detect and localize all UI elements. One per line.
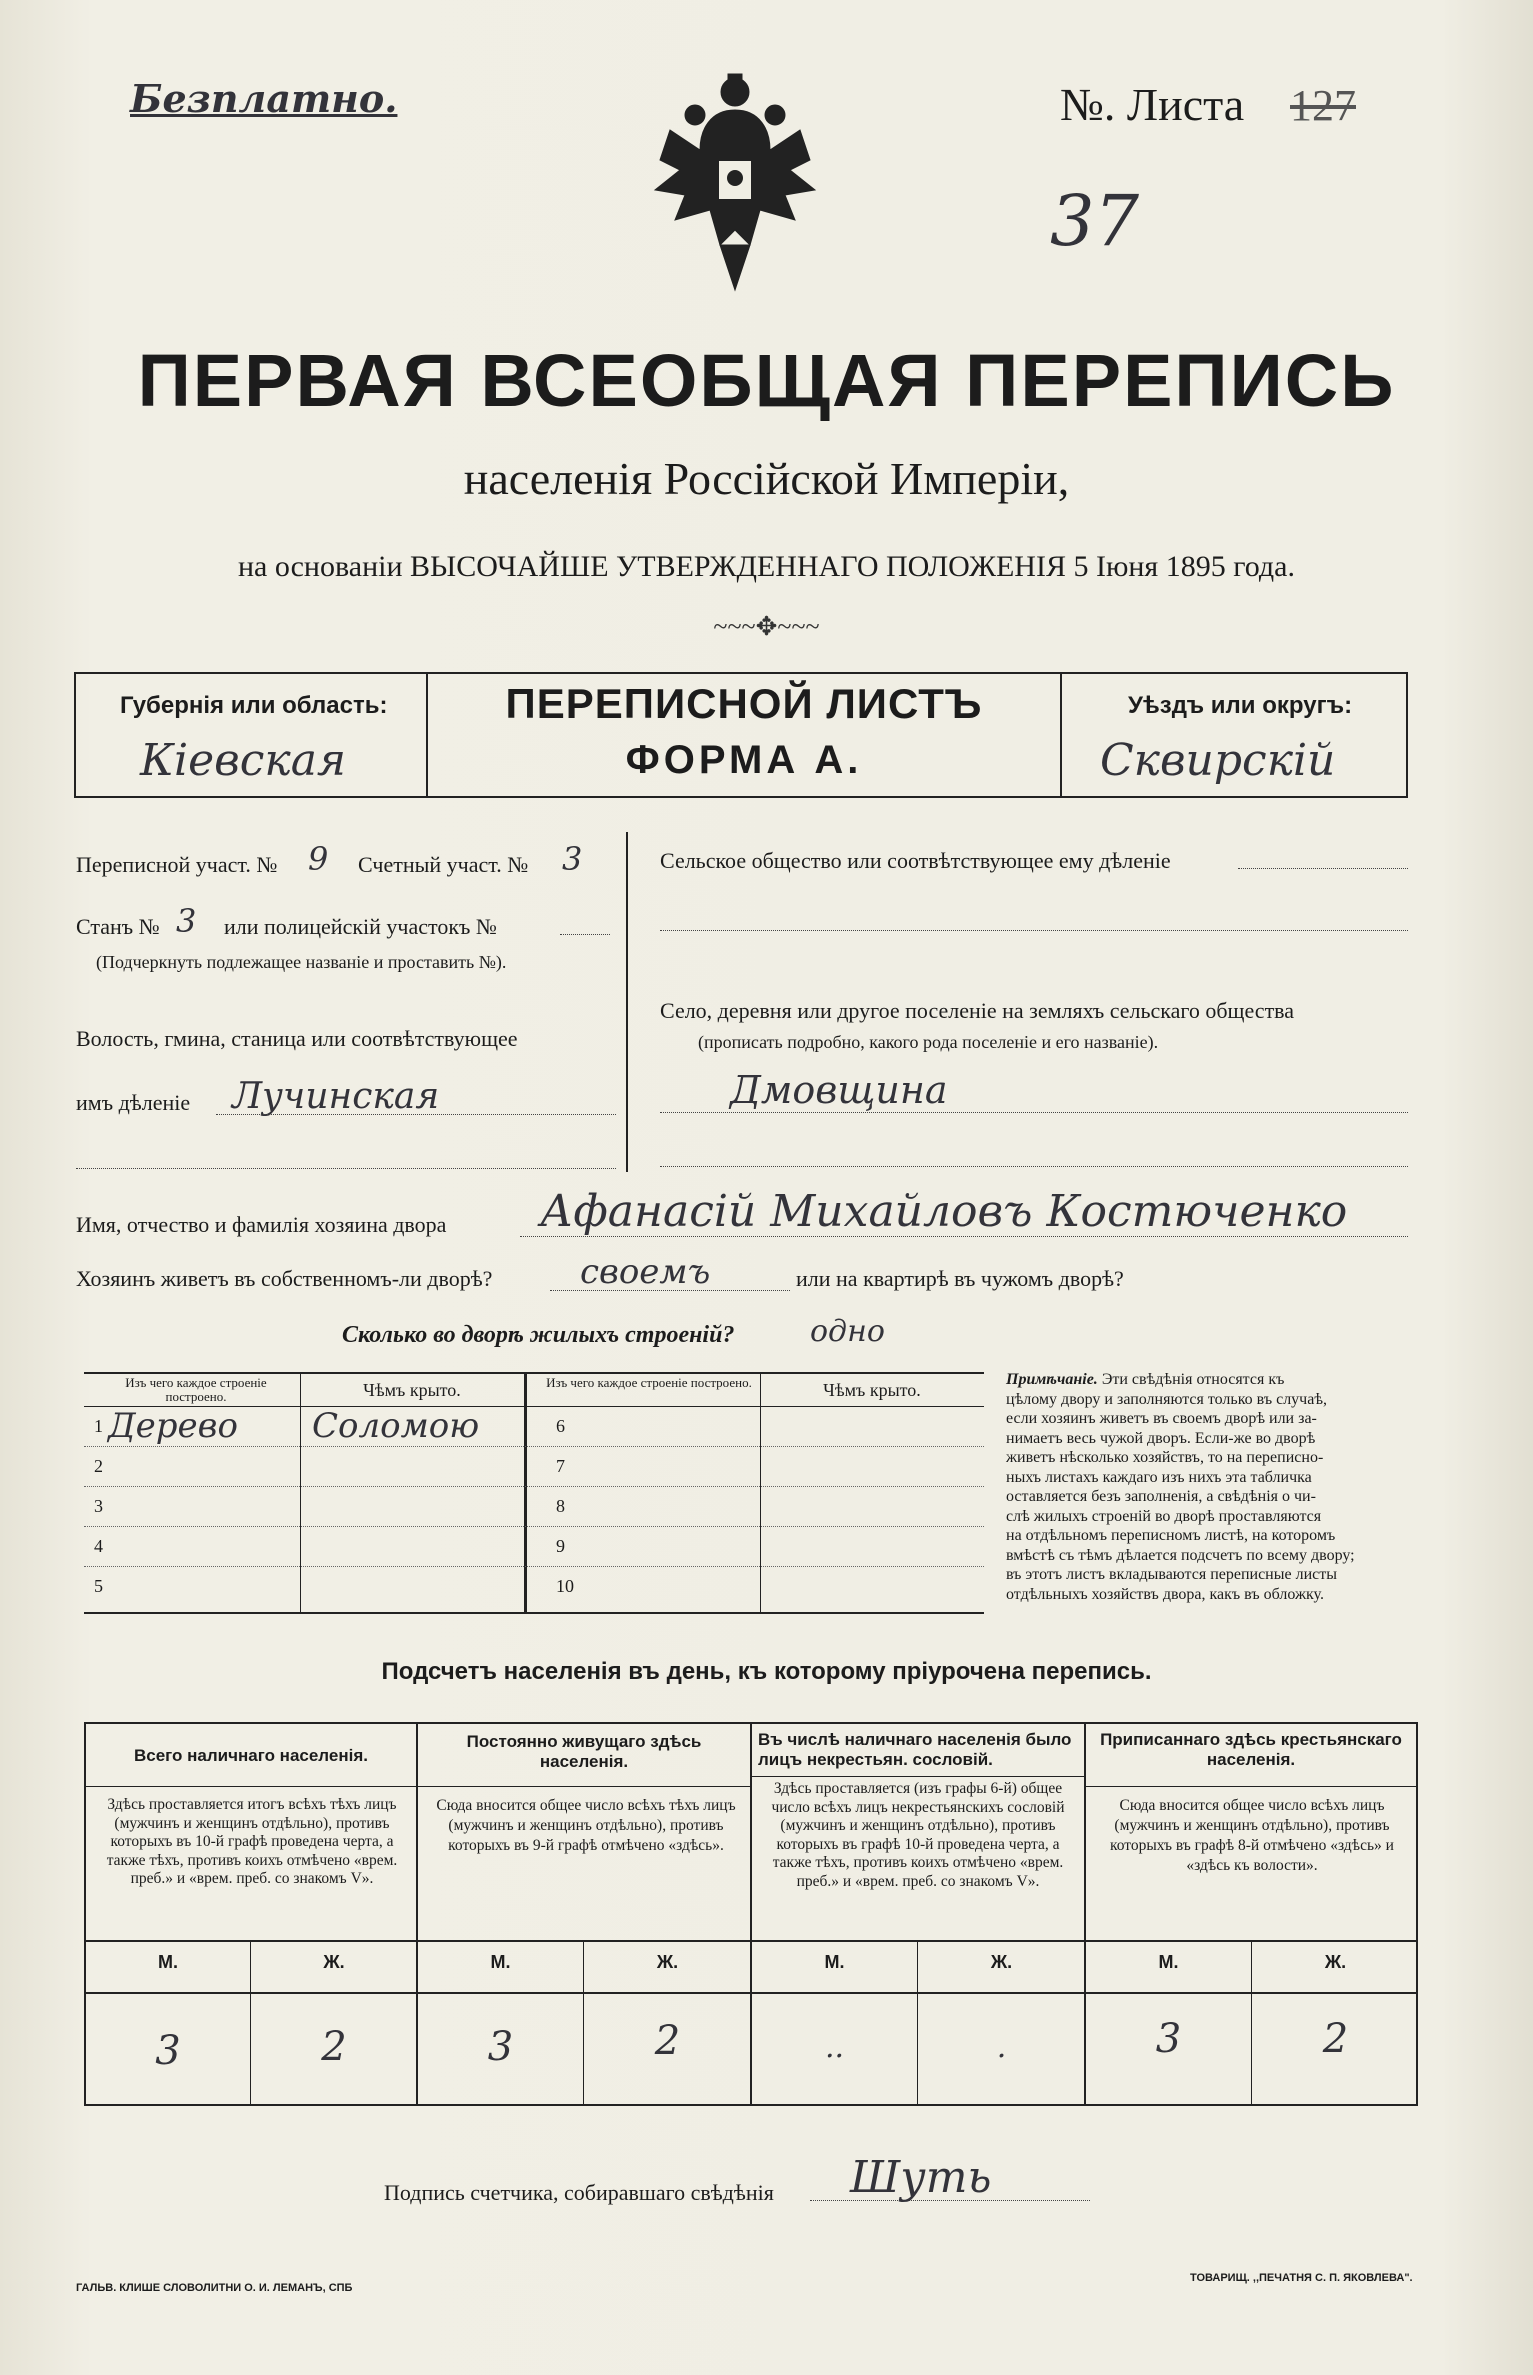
village-value-line: [660, 1112, 1408, 1113]
division-label: имъ дѣленіе: [76, 1090, 191, 1115]
sheet-number-struck: 127: [1290, 81, 1356, 130]
ornament-divider: ~~~✥~~~: [713, 612, 820, 641]
note-label: Примѣчаніе.: [1006, 1371, 1098, 1388]
note-line: цѣлому двору и заполняются только въ случаѣ,: [1006, 1390, 1328, 1408]
sheet-number-label: №. Листа: [1060, 79, 1245, 130]
village-note: (прописать подробно, какого рода поселеніе и его названіе).: [698, 1032, 1159, 1052]
note-line: нимаетъ весь чужой дворъ. Если-же во дворѣ: [1006, 1429, 1316, 1447]
building-row-material: Дерево: [108, 1406, 238, 1446]
pop-m-label: М.: [1158, 1952, 1179, 1972]
province-value: Кіевская: [140, 735, 347, 786]
decree-basis: на основаніи ВЫСОЧАЙШЕ УТВЕРЖДЕННАГО ПОЛОЖЕНІЯ 5 Іюня 1895 года.: [238, 550, 1295, 583]
buildings-col-material-left: Изъ чего каждое строеніе построено.: [125, 1375, 267, 1404]
building-row-num: 4: [94, 1536, 103, 1556]
count-area-value: 3: [562, 840, 583, 878]
underline-note: (Подчеркнуть подлежащее названіе и проставить №).: [96, 952, 507, 972]
owner-lives-line: [550, 1290, 790, 1291]
society-extra-line: [660, 930, 1408, 931]
pop-f-value: 2: [654, 2018, 681, 2064]
buildings-table-top: [84, 1372, 984, 1374]
volost-label: Волость, гмина, станица или соотвѣтствующее: [76, 1026, 518, 1051]
owner-name-label: Имя, отчество и фамилія хозяина двора: [76, 1212, 447, 1237]
note-line: ныхъ листахъ каждаго изъ нихъ эта табличка: [1006, 1468, 1312, 1486]
society-label: Сельское общество или соотвѣтствующее ему дѣленіе: [660, 848, 1171, 873]
buildings-col-material-right: Изъ чего каждое строеніе построено.: [546, 1375, 752, 1390]
pop-group-title-line: [750, 1776, 1084, 1777]
free-label: Безплатно.: [130, 76, 398, 121]
pop-mf-split: [917, 1940, 918, 2106]
building-row-num: 2: [94, 1456, 103, 1476]
census-area-label: Переписной участ. №: [76, 852, 278, 877]
pop-group-desc: Сюда вносится общее число всѣхъ лицъ (мужчинъ и женщинъ отдѣльно), противъ которыхъ въ графѣ 8-й отмѣчено «здѣсь» и «здѣсь къ волости».: [1110, 1797, 1394, 1874]
pop-group-desc: Здѣсь проставляется (изъ графы 6-й) общее число всѣхъ лицъ некрестьянскихъ сословій (мужчинъ и женщинъ отдѣльно), противъ которыхъ въ графѣ 10-й проведена черта, а также тѣхъ, противъ коихъ отмѣчено «врем. преб.» и «врем. преб. со знакомъ V».: [771, 1780, 1065, 1890]
division-value: Лучинская: [232, 1076, 440, 1117]
pop-group-title: Постоянно живущаго здѣсь населенія.: [466, 1732, 702, 1771]
pop-mf-line: [84, 1940, 1418, 1942]
pop-f-value: .: [996, 2030, 1007, 2065]
village-value: Дмовщина: [730, 1068, 948, 1112]
pop-group-desc: Здѣсь проставляется итогъ всѣхъ тѣхъ лицъ (мужчинъ и женщинъ отдѣльно), противъ которыхъ въ 10-й графѣ проведена черта, а также тѣхъ, противъ коихъ отмѣчено «врем. преб.» и «врем. преб. со знакомъ V».: [106, 1796, 398, 1887]
population-heading: Подсчетъ населенія въ день, къ которому пріурочена перепись.: [381, 1658, 1152, 1685]
note-line: на отдѣльномъ переписномъ листѣ, на которомъ: [1006, 1527, 1336, 1544]
buildings-col-roof-left: Чѣмъ крыто.: [363, 1380, 461, 1400]
note-line: живетъ нѣсколько хозяйствъ, то на переписно-: [1006, 1449, 1324, 1466]
pop-group-title-line: [416, 1786, 750, 1787]
pop-group-title-line: [1084, 1786, 1418, 1787]
pop-m-value: 3: [155, 2028, 181, 2074]
imperial-eagle-emblem: [640, 70, 830, 300]
main-title: ПЕРВАЯ ВСЕОБЩАЯ ПЕРЕПИСЬ: [137, 339, 1396, 422]
sheet-number-handwritten: 37: [1050, 180, 1140, 262]
pop-group-title-line: [84, 1786, 416, 1787]
province-label: Губернія или область:: [120, 692, 388, 719]
buildings-col-roof-right: Чѣмъ крыто.: [823, 1380, 921, 1400]
pop-f-label: Ж.: [990, 1952, 1013, 1972]
pop-mf-split: [250, 1940, 251, 2106]
buildings-row-line: [84, 1526, 984, 1527]
building-row-num: 6: [556, 1416, 565, 1436]
pop-mf-split: [1251, 1940, 1252, 2106]
pop-f-label: Ж.: [1324, 1952, 1347, 1972]
buildings-value: одно: [810, 1314, 885, 1349]
society-value-line: [1238, 868, 1408, 869]
building-row-num: 7: [556, 1456, 565, 1476]
pop-m-label: М.: [490, 1952, 511, 1972]
pop-f-value: 2: [1322, 2016, 1349, 2062]
building-row-num: 5: [94, 1576, 103, 1596]
pop-f-label: Ж.: [656, 1952, 679, 1972]
pop-m-label: М.: [158, 1952, 178, 1972]
division-extra-line: [76, 1168, 616, 1169]
building-row-num: 10: [556, 1576, 574, 1596]
pop-m-value: 3: [487, 2024, 514, 2070]
note-line: если хозяинъ живетъ въ своемъ дворѣ или за-: [1006, 1410, 1317, 1427]
owner-name-line: [520, 1236, 1408, 1237]
form-letter: ФОРМА А.: [625, 738, 863, 782]
census-area-value: 9: [308, 840, 329, 878]
district-label: Уѣздъ или округъ:: [1128, 692, 1353, 719]
pop-group-title: Въ числѣ наличнаго населенія было лицъ некрестьян. сословій.: [758, 1730, 1072, 1769]
note-line: въ этотъ листъ вкладываются переписные листы: [1006, 1566, 1337, 1583]
form-title: ПЕРЕПИСНОЙ ЛИСТЪ: [505, 680, 983, 727]
building-row-num: 3: [94, 1496, 103, 1516]
note-line: оставляется безъ заполненія, а свѣдѣнія о чи-: [1006, 1488, 1316, 1505]
sub-title: населенія Россійской Имперіи,: [463, 453, 1070, 504]
building-row-num: 1: [94, 1416, 103, 1436]
buildings-table-bottom: [84, 1612, 984, 1614]
division-value-line: [216, 1114, 616, 1115]
buildings-row-line: [84, 1446, 984, 1447]
owner-lives-value: своемъ: [580, 1252, 711, 1292]
pop-values-line: [84, 1992, 1418, 1994]
footer-right: ТОВАРИЩ. ,,ПЕЧАТНЯ С. П. ЯКОВЛЕВА".: [1190, 2272, 1413, 2284]
district-value: Сквирскій: [1100, 735, 1336, 786]
signature-value: Шуть: [850, 2152, 992, 2203]
pop-m-label: М.: [824, 1952, 845, 1972]
buildings-table-split: [524, 1372, 527, 1612]
pop-group-title: Всего наличнаго населенія.: [134, 1746, 368, 1765]
buildings-col-line-1: [300, 1372, 301, 1612]
police-value-line: [560, 934, 610, 935]
building-row-roof: Соломою: [312, 1406, 480, 1446]
pop-mf-split: [583, 1940, 584, 2106]
owner-or-label: или на квартирѣ въ чужомъ дворѣ?: [796, 1266, 1124, 1291]
stan-label: Станъ №: [76, 914, 160, 939]
buildings-col-line-2: [760, 1372, 761, 1612]
building-row-num: 8: [556, 1496, 565, 1516]
footer-left: ГАЛЬВ. КЛИШЕ СЛОВОЛИТНИ О. И. ЛЕМАНЪ, СПБ: [76, 2282, 353, 2294]
note-line: отдѣльныхъ хозяйствъ двора, какъ въ обложку.: [1006, 1585, 1324, 1603]
count-area-label: Счетный участ. №: [358, 852, 529, 877]
building-row-num: 9: [556, 1536, 565, 1556]
note-line: Эти свѣдѣнія относятся къ: [1101, 1371, 1285, 1388]
police-label: или полицейскій участокъ №: [224, 914, 497, 939]
pop-m-value: 3: [1155, 2016, 1182, 2062]
note-line: слѣ жилыхъ строеній во дворѣ проставляются: [1006, 1507, 1322, 1525]
owner-name-value: Афанасій Михайловъ Костюченко: [540, 1186, 1348, 1237]
owner-lives-label: Хозяинъ живетъ въ собственномъ-ли дворѣ?: [76, 1266, 493, 1291]
pop-m-value: ..: [824, 2030, 845, 2065]
buildings-note: [1006, 1370, 1418, 1604]
fields-divider: [626, 832, 628, 1172]
note-line: вмѣстѣ съ тѣмъ дѣлается подсчетъ по всему двору;: [1006, 1546, 1355, 1564]
form-header-divider-right: [1060, 672, 1062, 798]
buildings-row-line: [84, 1566, 984, 1567]
signature-label: Подпись счетчика, собиравшаго свѣдѣнія: [384, 2180, 774, 2205]
pop-f-label: Ж.: [323, 1952, 345, 1972]
buildings-row-line: [84, 1486, 984, 1487]
pop-group-desc: Сюда вносится общее число всѣхъ тѣхъ лицъ (мужчинъ и женщинъ отдѣльно), противъ которыхъ въ 9-й графѣ отмѣчено «здѣсь».: [436, 1797, 736, 1854]
buildings-label: Сколько во дворѣ жилыхъ строеній?: [342, 1322, 735, 1348]
pop-group-title: Приписаннаго здѣсь крестьянскаго населенія.: [1100, 1730, 1402, 1769]
village-extra-line: [660, 1166, 1408, 1167]
village-label: Село, деревня или другое поселеніе на земляхъ сельскаго общества: [660, 998, 1295, 1023]
stan-value: 3: [176, 902, 197, 940]
pop-f-value: 2: [321, 2024, 347, 2070]
